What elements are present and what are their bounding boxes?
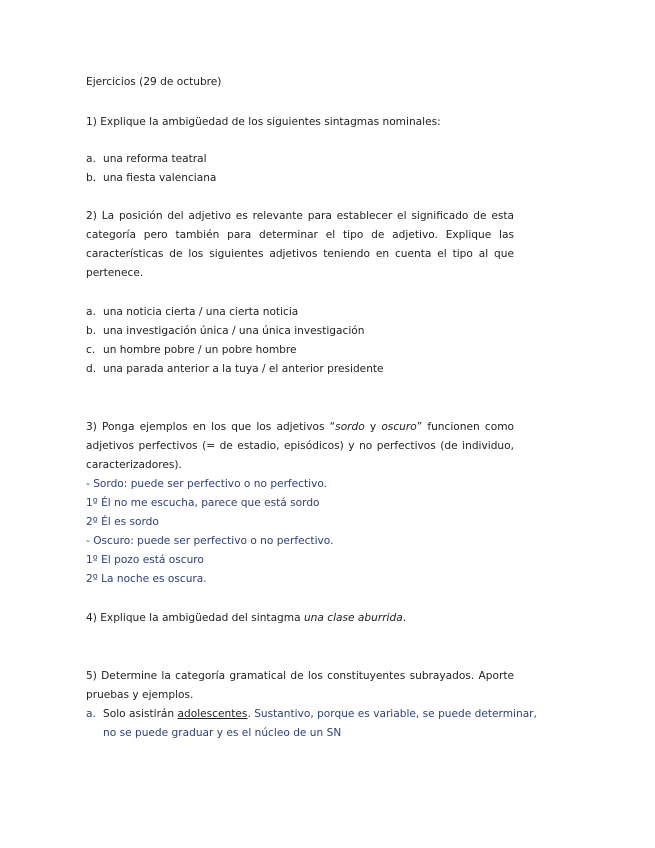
answer-text: Sustantivo, porque es variable, se puede determinar, bbox=[254, 708, 537, 720]
question-5-line-2: pruebas y ejemplos. bbox=[86, 689, 194, 701]
list-item-text: un hombre pobre / un pobre hombre bbox=[103, 344, 297, 356]
document-title: Ejercicios (29 de octubre) bbox=[86, 76, 222, 88]
question-2-line-2: categoría pero también para determinar el tipo de adjetivo. Explique las bbox=[86, 229, 514, 241]
list-item bbox=[86, 708, 537, 721]
list-item-text: una investigación única / una única investigación bbox=[103, 325, 365, 337]
question-2-line-4: pertenece. bbox=[86, 267, 144, 279]
list-item bbox=[86, 344, 297, 357]
answer-line: no se puede graduar y es el núcleo de un SN bbox=[103, 727, 342, 739]
list-item-text: una fiesta valenciana bbox=[103, 172, 217, 184]
question-1: 1) Explique la ambigüedad de los siguientes sintagmas nominales: bbox=[86, 116, 441, 128]
question-3-line-2: adjetivos perfectivos (= de estadio, episódicos) y no perfectivos (de individuo, bbox=[86, 440, 514, 452]
question-3-line-1 bbox=[86, 421, 514, 434]
q3-text-post: ” funcionen como bbox=[416, 421, 514, 433]
list-item bbox=[86, 325, 364, 338]
list-marker: c. bbox=[86, 344, 96, 356]
list-item bbox=[86, 172, 216, 185]
question-2-line-3: características de los siguientes adjetivos teniendo en cuenta el tipo al que bbox=[86, 248, 514, 260]
question-3-line-3: caracterizadores). bbox=[86, 459, 182, 471]
answer-line: 2º La noche es oscura. bbox=[86, 573, 207, 585]
answer-line: 2º Él es sordo bbox=[86, 516, 159, 528]
list-marker: d. bbox=[86, 363, 97, 375]
list-item bbox=[86, 363, 384, 376]
q5-item-dot: . bbox=[247, 708, 255, 720]
list-marker: a. bbox=[86, 306, 96, 318]
answer-line: - Sordo: puede ser perfectivo o no perfectivo. bbox=[86, 478, 328, 490]
q5-item-pre: Solo asistirán bbox=[103, 708, 178, 720]
list-item-text: una parada anterior a la tuya / el anterior presidente bbox=[103, 363, 384, 375]
q3-text-pre: 3) Ponga ejemplos en los que los adjetivos “ bbox=[86, 421, 336, 433]
answer-line: 1º Él no me escucha, parece que está sordo bbox=[86, 497, 320, 509]
answer-line: 1º El pozo está oscuro bbox=[86, 554, 204, 566]
list-item-text: una reforma teatral bbox=[103, 153, 207, 165]
list-item-text: una noticia cierta / una cierta noticia bbox=[103, 306, 299, 318]
q3-italic-sordo: sordo bbox=[335, 421, 365, 433]
underlined-constituent: adolescentes bbox=[177, 708, 248, 720]
list-marker: a. bbox=[86, 708, 96, 720]
q4-text-post: . bbox=[402, 612, 407, 624]
question-5-line-1: 5) Determine la categoría gramatical de los constituyentes subrayados. Aporte bbox=[86, 670, 514, 682]
question-2-line-1: 2) La posición del adjetivo es relevante para establecer el significado de esta bbox=[86, 210, 514, 222]
q3-text-mid: y bbox=[364, 421, 382, 433]
question-4 bbox=[86, 612, 406, 625]
list-item bbox=[86, 153, 207, 166]
q4-text-pre: 4) Explique la ambigüedad del sintagma bbox=[86, 612, 304, 624]
list-marker: b. bbox=[86, 325, 97, 337]
q3-italic-oscuro: oscuro bbox=[381, 421, 417, 433]
list-item bbox=[86, 306, 298, 319]
q4-italic-phrase: una clase aburrida bbox=[303, 612, 403, 624]
list-marker: b. bbox=[86, 172, 97, 184]
list-marker: a. bbox=[86, 153, 96, 165]
answer-line: - Oscuro: puede ser perfectivo o no perfectivo. bbox=[86, 535, 334, 547]
